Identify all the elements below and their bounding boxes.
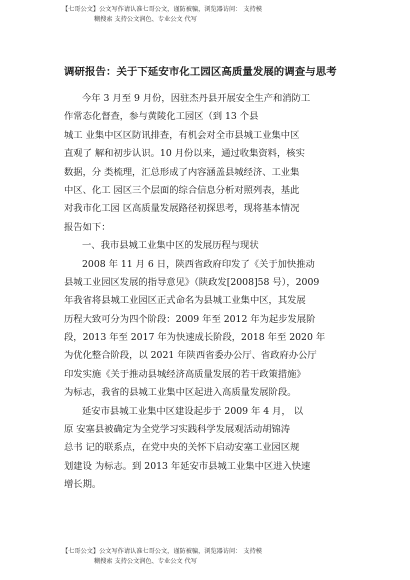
body-line: 年我省将县城工业园区正式命名为县城工业集中区，其发展 [64,295,306,307]
body-line: 段，2013 年至 2017 年为快速成长阶段，2018 年至 2020 年 [64,332,326,344]
body-line: 县城工业园区发展的指导意见》（陕政发[2008]58 号），2009 [64,276,320,288]
body-line: 作常态化督查，参与黄陵化工园区（到 13 个县 [64,111,259,123]
document-title: 调研报告：关于下延安市化工园区高质量发展的调查与思考 [64,66,337,78]
body-line: 延安市县城工业集中区建设起步于 2009 年 4 月， 以 [82,405,303,417]
section-heading: 一、我市县城工业集中区的发展历程与现状 [82,240,259,252]
body-line: 报告如下： [64,221,111,233]
body-line: 中区、化工 园区三个层面的综合信息分析对照列表，基此 [64,184,300,196]
body-line: 城工 业集中区区防讯排查，有机会对全市县城工业集中区 [64,129,300,141]
body-line: 总书 记的联系点，在党中央的关怀下启动安塞工业园区规 [64,442,300,454]
footer-banner-line1: 【七哥公文】公文写作请认准七哥公文，谨防被骗，浏览器访问： 支持模 [62,548,262,555]
body-line: 为标志，我省的县城工业集中区起进入高质量发展阶段。 [64,387,297,399]
document-body [64,90,350,495]
body-line: 增长期。 [64,479,102,491]
body-line: 2008 年 11 月 6 日，陕西省政府印发了《关于加快推动 [82,258,315,270]
header-banner-line1: 【七哥公文】公文写作请认准七哥公文，谨防被骗，浏览器访问： 支持模 [62,6,262,13]
body-line: 今年 3 月至 9 月份，因驻杰丹县开展安全生产和消防工 [82,93,311,104]
footer-banner [62,547,362,567]
body-line: 数据，分 类梳理，汇总形成了内容涵盖县城经济、工业集 [64,166,300,178]
body-line: 历程大致可分为四个阶段：2009 年至 2012 年为起步发展阶 [64,313,316,325]
body-line: 直观了 解和初步认识。10 月份以来，通过收集资料，核实 [64,148,305,160]
body-line: 原 安塞县被确定为全党学习实践科学发展观活动胡锦涛 [64,424,291,436]
header-banner-line2: 糊搜索 支持公文润色、专业公文 代写 [94,16,197,23]
body-line: 划建设 为标志。到 2013 年延安市县城工业集中区进入快速 [64,460,311,472]
footer-banner-line2: 糊搜索 支持公文润色、专业公文 代写 [94,558,197,565]
header-banner [62,5,362,25]
body-line: 为优化整合阶段，以 2021 年陕西省委办公厅、省政府办公厅 [64,350,317,362]
body-line: 对我市化工园 区高质量发展路径初探思考，现将基本情况 [64,203,300,215]
body-line: 印发实施《关于推动县城经济高质量发展的若干政策措施》 [64,368,306,380]
